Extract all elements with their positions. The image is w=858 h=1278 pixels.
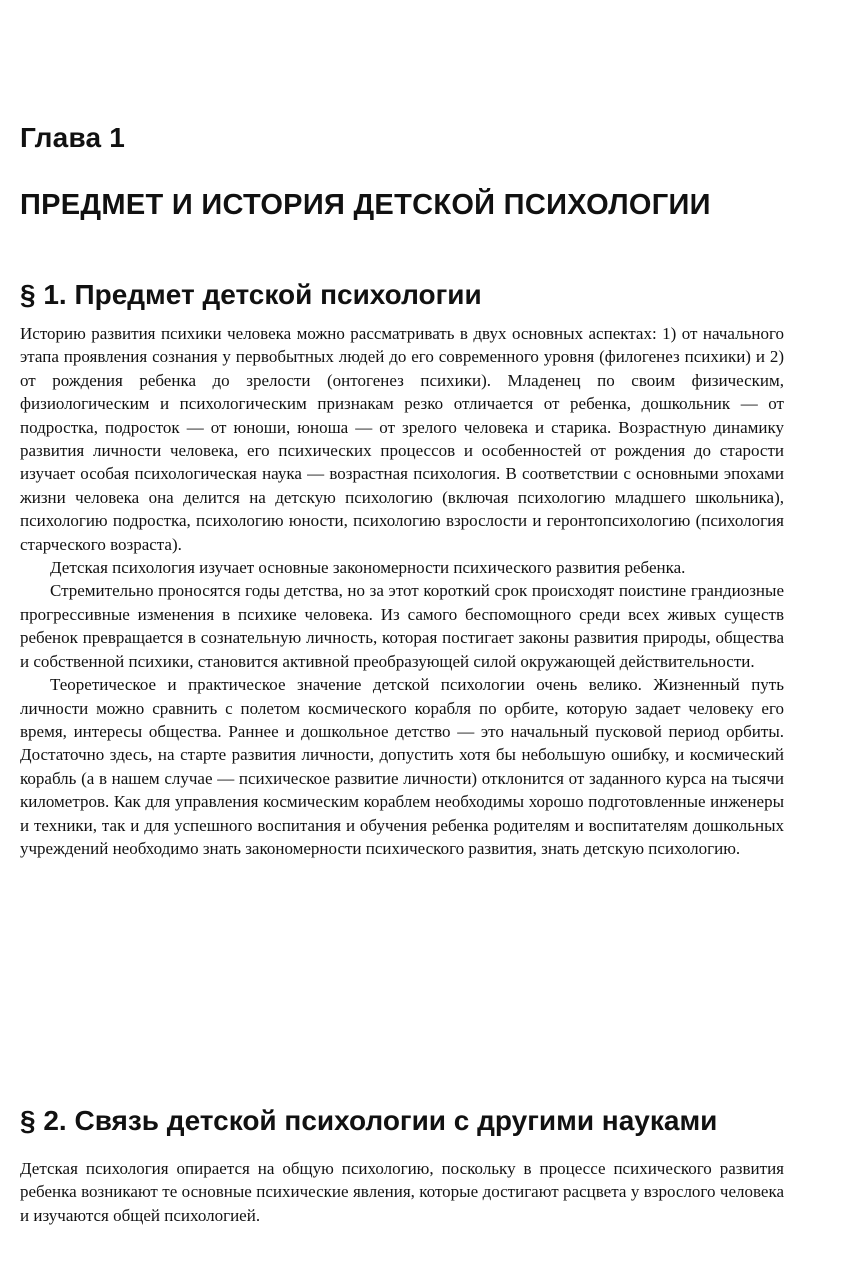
section-2-heading: § 2. Связь детской психологии с другими науками (20, 1105, 718, 1136)
section-1-paragraph-4: Теоретическое и практическое значение детской психологии очень велико. Жизненный путь личности можно сравнить с полетом космического корабля по орбите, которую задает человеку его время, интересы общества. Раннее и дошкольное детство — это начальный пусковой период орбиты. Достаточно здесь, на старте развития личности, допустить хотя бы небольшую ошибку, и космический корабль (а в нашем случае — психическое развитие личности) отклонится от заданного курса на тысячи километров. Как для управления космическим кораблем необходимы хорошо подготовленные инженеры и техники, так и для успешного воспитания и обучения ребенка родителям и воспитателям дошкольных учреждений необходимо знать закономерности психического развития, знать детскую психологию. (20, 675, 784, 858)
chapter-title: ПРЕДМЕТ И ИСТОРИЯ ДЕТСКОЙ ПСИХОЛОГИИ (20, 189, 711, 221)
section-1-paragraph-3: Стремительно проносятся годы детства, но за этот короткий срок происходят поистине грандиозные прогрессивные изменения в психике человека. Из самого беспомощного среди всех живых существ ребенок превращается в сознательную личность, которая постигает законы развития природы, общества и собственной психики, становится активной преобразующей силой окружающей действительности. (20, 581, 784, 671)
section-2-body (20, 1157, 784, 1227)
chapter-label: Глава 1 (20, 122, 126, 153)
section-1-heading: § 1. Предмет детской психологии (20, 279, 482, 310)
section-1-body (20, 322, 784, 860)
section-2-paragraph-1: Детская психология опирается на общую психологию, поскольку в процессе психического развития ребенка возникают те основные психические явления, которые достигают расцвета у взрослого человека и изучаются общей психологией. (20, 1159, 784, 1225)
section-1-paragraph-1: Историю развития психики человека можно рассматривать в двух основных аспектах: 1) от начального этапа проявления сознания у первобытных людей до его современного уровня (филогенез психики) и 2) от рождения ребенка до зрелости (онтогенез психики). Младенец по своим физическим, физиологическим и психологическим признакам резко отличается от ребенка, дошкольник — от подростка, подросток — от юноши, юноша — от зрелого человека и старика. Возрастную динамику развития личности человека, его психических процессов и особенностей от рождения до старости изучает особая психологическая наука — возрастная психология. В соответствии с основными эпохами жизни человека она делится на детскую психологию (включая психологию младшего школьника), психологию подростка, психологию юности, психологию взрослости и геронтопсихологию (психология старческого возраста). (20, 324, 784, 554)
section-1-paragraph-2: Детская психология изучает основные закономерности психического развития ребенка. (50, 558, 686, 578)
